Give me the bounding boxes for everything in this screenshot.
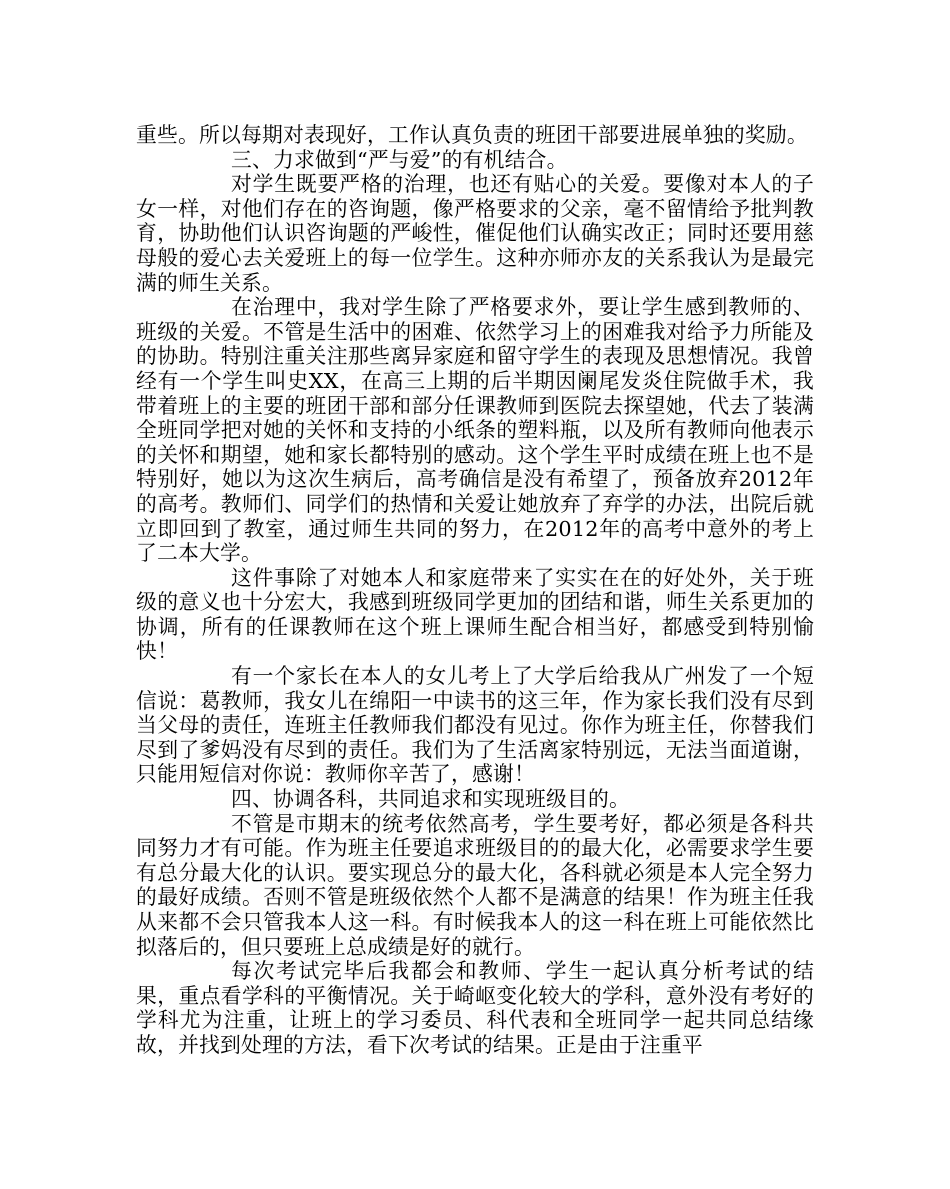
paragraph-9: 每次考试完毕后我都会和教师、学生一起认真分析考试的结果，重点看学科的平衡情况。关于崎岖变化较大的学科，意外没有考好的学科尤为注重，让班上的学习委员、科代表和全班同学一起共同总结缘故，并找到处理的方法，看下次考试的结果。正是由于注重平 bbox=[136, 959, 814, 1057]
paragraph-8: 不管是市期末的统考依然高考，学生要考好，都必须是各科共同努力才有可能。作为班主任要追求班级目的的最大化，必需要求学生要有总分最大化的认识。要实现总分的最大化，各科就必须是本人完全努力的最好成绩。否则不管是班级依然个人都不是满意的结果！作为班主任我从来都不会只管我本人这一科。有时候我本人的这一科在班上可能依然比拟落后的，但只要班上总成绩是好的就行。 bbox=[136, 811, 814, 959]
document-body bbox=[136, 123, 814, 1058]
section-heading-4: 四、协调各科，共同追求和实现班级目的。 bbox=[231, 787, 630, 812]
paragraph-3: 对学生既要严格的治理，也还有贴心的关爱。要像对本人的子女一样，对他们存在的咨询题，像严格要求的父亲，毫不留情给予批判教育，协助他们认识咨询题的严峻性，催促他们认确实改正；同时还要用慈母般的爱心去关爱班上的每一位学生。这种亦师亦友的关系我认为是最完满的师生关系。 bbox=[136, 172, 814, 295]
paragraph-6: 有一个家长在本人的女儿考上了大学后给我从广州发了一个短信说：葛教师，我女儿在绵阳一中读书的这三年，作为家长我们没有尽到当父母的责任，连班主任教师我们都没有见过。你作为班主任，你替我们尽到了爹妈没有尽到的责任。我们为了生活离家特别远，无法当面道谢，只能用短信对你说：教师你辛苦了，感谢！ bbox=[136, 664, 814, 787]
paragraph-4: 在治理中，我对学生除了严格要求外，要让学生感到教师的、班级的关爱。不管是生活中的困难、依然学习上的困难我对给予力所能及的协助。特别注重关注那些离异家庭和留守学生的表现及思想情况。我曾经有一个学生叫史XX，在高三上期的后半期因阑尾发炎住院做手术，我带着班上的主要的班团干部和部分任课教师到医院去探望她，代去了装满全班同学把对她的关怀和支持的小纸条的塑料瓶，以及所有教师向他表示的关怀和期望，她和家长都特别的感动。这个学生平时成绩在班上也不是特别好，她以为这次生病后，高考确信是没有希望了，预备放弃2012年的高考。教师们、同学们的热情和关爱让她放弃了弃学的办法，出院后就立即回到了教室，通过师生共同的努力，在2012年的高考中意外的考上了二本大学。 bbox=[136, 295, 814, 566]
section-heading-3: 三、力求做到“严与爱”的有机结合。 bbox=[231, 147, 568, 172]
paragraph-5: 这件事除了对她本人和家庭带来了实实在在的好处外，关于班级的意义也十分宏大，我感到班级同学更加的团结和谐，师生关系更加的协调，所有的任课教师在这个班上课师生配合相当好，都感受到特别愉快！ bbox=[136, 565, 814, 664]
paragraph-1: 重些。所以每期对表现好，工作认真负责的班团干部要进展单独的奖励。 bbox=[136, 123, 808, 147]
